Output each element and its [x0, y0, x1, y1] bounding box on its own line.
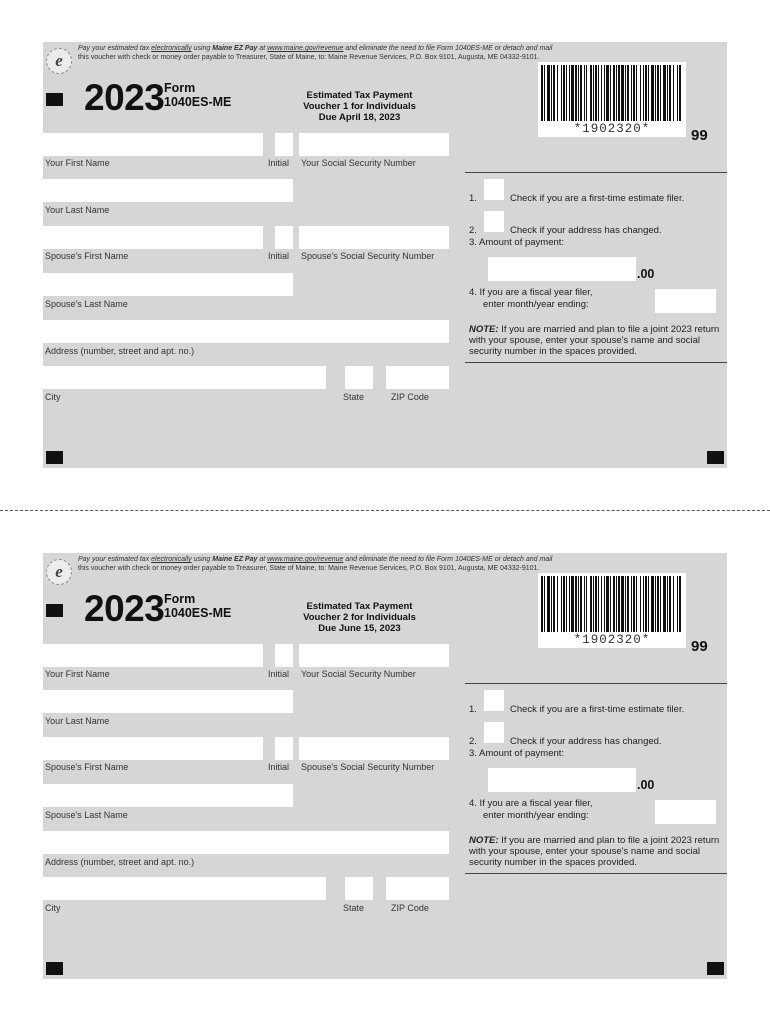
- state-input[interactable]: [345, 877, 373, 900]
- address-label: Address (number, street and apt. no.): [45, 857, 195, 867]
- address-input[interactable]: [43, 831, 449, 854]
- city-input[interactable]: [43, 877, 326, 900]
- state-input[interactable]: [345, 366, 373, 389]
- payment-panel: [465, 683, 727, 874]
- first-name-label: Your First Name: [45, 158, 110, 168]
- ssn-label: Your Social Security Number: [301, 158, 416, 168]
- initial-input[interactable]: [275, 644, 293, 667]
- spouse-last-name-label: Spouse's Last Name: [45, 299, 128, 309]
- tax-year: 2023: [84, 77, 165, 118]
- cents-label: .00: [637, 778, 655, 792]
- form-label: Form 1040ES-ME: [164, 592, 232, 620]
- spouse-last-name-label: Spouse's Last Name: [45, 810, 128, 820]
- first-time-filer-checkbox[interactable]: [484, 179, 504, 200]
- electronically-link[interactable]: electronically: [151, 556, 192, 563]
- fiscal-year-input[interactable]: [662, 289, 716, 313]
- spouse-initial-label: Initial: [268, 251, 290, 261]
- state-label: State: [343, 903, 365, 913]
- registration-mark: [46, 93, 63, 106]
- form-label: Form 1040ES-ME: [164, 81, 232, 109]
- address-changed-checkbox[interactable]: [484, 211, 504, 232]
- e-file-icon: e: [46, 48, 72, 74]
- first-name-label: Your First Name: [45, 669, 110, 679]
- barcode-number: *1902320*: [573, 633, 651, 647]
- barcode-bars: [541, 576, 683, 632]
- registration-mark: [46, 962, 63, 975]
- item3-label: 3. Amount of payment:: [469, 748, 565, 759]
- spouse-ssn-input[interactable]: [299, 737, 449, 760]
- zip-input[interactable]: [386, 366, 449, 389]
- address-changed-checkbox[interactable]: [484, 722, 504, 743]
- maine-revenue-link[interactable]: www.maine.gov/revenue: [267, 556, 344, 563]
- barcode: [538, 573, 686, 648]
- item3-label: 3. Amount of payment:: [469, 237, 565, 248]
- last-name-input[interactable]: [43, 179, 293, 202]
- city-label: City: [45, 903, 61, 913]
- barcode: [538, 62, 686, 137]
- item4-label: 4. If you are a fiscal year filer,: [469, 287, 593, 298]
- form-code: 99: [691, 638, 708, 655]
- item4-sublabel: enter month/year ending:: [483, 299, 589, 310]
- barcode-bars: [541, 65, 683, 121]
- address-label: Address (number, street and apt. no.): [45, 346, 195, 356]
- electronic-payment-notice: Pay your estimated tax electronically using Maine EZ Pay at www.maine.gov/revenue and eliminate the need to file Form 1040ES-ME or detach and mail this voucher with check or money order payable to Treasurer, State of Maine, to: Maine Revenue Services, P.O. Box 9101, Augusta, ME 04332-9101.: [78, 556, 553, 572]
- spouse-ssn-label: Spouse's Social Security Number: [301, 251, 435, 261]
- registration-mark: [46, 604, 63, 617]
- payment-amount-input[interactable]: [488, 768, 636, 792]
- initial-label: Initial: [268, 669, 290, 679]
- registration-mark: [46, 451, 63, 464]
- item2-number: 2.: [469, 736, 477, 747]
- voucher-title: Estimated Tax Payment Voucher 1 for Individuals Due April 18, 2023: [303, 90, 416, 123]
- item2-label: Check if your address has changed.: [510, 736, 662, 747]
- electronically-link[interactable]: electronically: [151, 45, 192, 52]
- spouse-ssn-label: Spouse's Social Security Number: [301, 762, 435, 772]
- barcode-number: *1902320*: [573, 122, 651, 136]
- spouse-first-name-input[interactable]: [43, 226, 263, 249]
- city-label: City: [45, 392, 61, 402]
- item1-label: Check if you are a first-time estimate filer.: [510, 704, 685, 715]
- registration-mark: [707, 451, 724, 464]
- cut-line: [0, 510, 770, 511]
- ssn-label: Your Social Security Number: [301, 669, 416, 679]
- city-input[interactable]: [43, 366, 326, 389]
- zip-input[interactable]: [386, 877, 449, 900]
- first-time-filer-checkbox[interactable]: [484, 690, 504, 711]
- zip-label: ZIP Code: [391, 392, 429, 402]
- joint-filing-note: NOTE: If you are married and plan to file a joint 2023 return with your spouse, enter your spouse's name and social security number in the spaces provided.: [469, 324, 720, 357]
- ssn-input[interactable]: [299, 644, 449, 667]
- address-input[interactable]: [43, 320, 449, 343]
- first-name-input[interactable]: [43, 133, 263, 156]
- spouse-last-name-input[interactable]: [43, 784, 293, 807]
- initial-label: Initial: [268, 158, 290, 168]
- initial-input[interactable]: [275, 133, 293, 156]
- zip-label: ZIP Code: [391, 903, 429, 913]
- voucher-title: Estimated Tax Payment Voucher 2 for Individuals Due June 15, 2023: [303, 601, 416, 634]
- registration-mark: [707, 962, 724, 975]
- last-name-label: Your Last Name: [45, 716, 110, 726]
- fiscal-year-input[interactable]: [662, 800, 716, 824]
- spouse-initial-input[interactable]: [275, 737, 293, 760]
- spouse-ssn-input[interactable]: [299, 226, 449, 249]
- first-name-input[interactable]: [43, 644, 263, 667]
- payment-panel: [465, 172, 727, 363]
- ssn-input[interactable]: [299, 133, 449, 156]
- item2-number: 2.: [469, 225, 477, 236]
- item4-label: 4. If you are a fiscal year filer,: [469, 798, 593, 809]
- spouse-last-name-input[interactable]: [43, 273, 293, 296]
- voucher-2: [43, 553, 727, 979]
- e-file-icon: e: [46, 559, 72, 585]
- voucher-1: [43, 42, 727, 468]
- item1-label: Check if you are a first-time estimate filer.: [510, 193, 685, 204]
- payment-amount-input[interactable]: [488, 257, 636, 281]
- item1-number: 1.: [469, 704, 477, 715]
- maine-revenue-link[interactable]: www.maine.gov/revenue: [267, 45, 344, 52]
- spouse-first-name-label: Spouse's First Name: [45, 251, 129, 261]
- spouse-first-name-input[interactable]: [43, 737, 263, 760]
- joint-filing-note: NOTE: If you are married and plan to file a joint 2023 return with your spouse, enter your spouse's name and social security number in the spaces provided.: [469, 835, 720, 868]
- cents-label: .00: [637, 267, 655, 281]
- electronic-payment-notice: Pay your estimated tax electronically using Maine EZ Pay at www.maine.gov/revenue and eliminate the need to file Form 1040ES-ME or detach and mail this voucher with check or money order payable to Treasurer, State of Maine, to: Maine Revenue Services, P.O. Box 9101, Augusta, ME 04332-9101.: [78, 45, 553, 61]
- form-code: 99: [691, 127, 708, 144]
- item1-number: 1.: [469, 193, 477, 204]
- last-name-label: Your Last Name: [45, 205, 110, 215]
- last-name-input[interactable]: [43, 690, 293, 713]
- item2-label: Check if your address has changed.: [510, 225, 662, 236]
- spouse-initial-input[interactable]: [275, 226, 293, 249]
- item4-sublabel: enter month/year ending:: [483, 810, 589, 821]
- tax-year: 2023: [84, 588, 165, 629]
- spouse-first-name-label: Spouse's First Name: [45, 762, 129, 772]
- state-label: State: [343, 392, 365, 402]
- spouse-initial-label: Initial: [268, 762, 290, 772]
